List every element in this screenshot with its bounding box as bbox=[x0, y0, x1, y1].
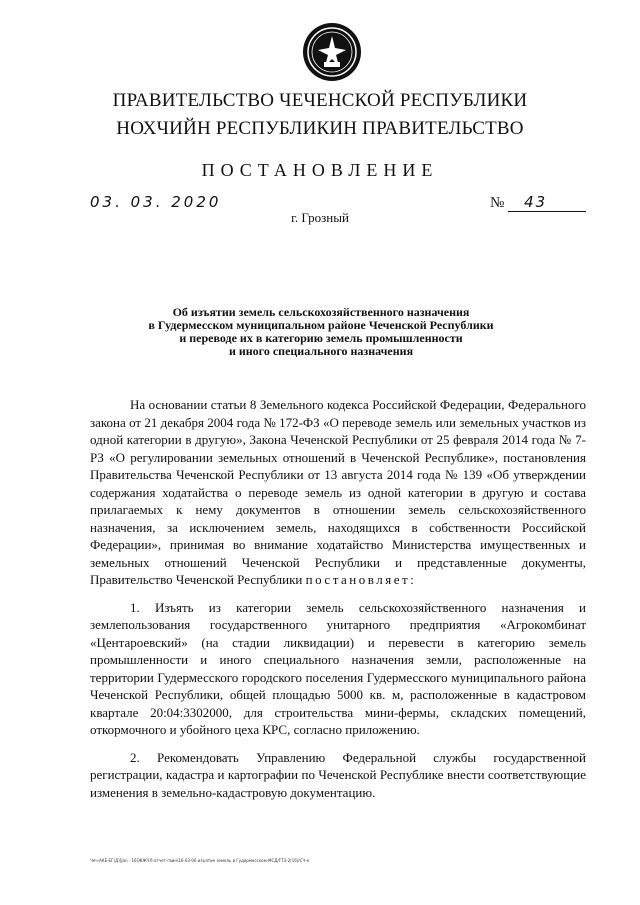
city: г. Грозный bbox=[291, 210, 349, 225]
decree-keyword: постановляет: bbox=[305, 572, 417, 587]
title-line: в Гудермесском муниципальном районе Чеченской Республики bbox=[148, 318, 494, 332]
decree-date: 03. 03. 2020 bbox=[90, 193, 222, 211]
decree-number: 43 bbox=[508, 193, 586, 212]
preamble-text: На основании статьи 8 Земельного кодекса Российской Федерации, Федерального закона от 21 декабря 2004 года № 172-ФЗ «О переводе земель или земельных участков из одной категории в другую», Закона Чеченской Республики от 25 февраля 2014 года № 7-РЗ «О регулировании земельных отношений в Чеченской Республике», постановления Правительства Чеченской Республики от 13 августа 2014 года № 139 «Об утверждении содержания ходатайства о переводе земель из одной категории в другую и состава прилагаемых к нему документов в отношении земель сельскохозяйственного назначения, за исключением земель, находящихся в собственности Российской Федерации», принимая во внимание ходатайство Министерства имущественных и земельных отношений Чеченской Республики и представленные документы, Правительство Чеченской Республики bbox=[90, 397, 586, 587]
file-path-footer: Чеч-АКЕ-ЕГ(Д)[Jan - 16]ЖЖЧЛ-отчет-гвин\16-03-06 изъятие земель в Гудермесском-МСД/ГТ3-2(16)/СЧ-к bbox=[90, 858, 310, 863]
title-line: Об изъятии земель сельскохозяйственного назначения bbox=[172, 305, 470, 319]
title-line: и иного специального назначения bbox=[228, 344, 414, 358]
decree-title bbox=[90, 306, 552, 358]
document-type: ПОСТАНОВЛЕНИЕ bbox=[201, 160, 439, 180]
clause-1: 1. Изъять из категории земель сельскохозяйственного назначения и землепользования государственного унитарного предприятия «Агрокомбинат «Центароевский» (на стадии ликвидации) и перевести в категорию земель промышленности и иного специального назначения земли, расположенные на территории Гудермесского городского поселения Гудермесского муниципального района Чеченской Республики, общей площадью 5000 кв. м, расположенные в кадастровом квартале 20:04:3302000, для строительства мини-фермы, складских помещений, откормочного и убойного цеха КРС, согласно приложению. bbox=[90, 599, 586, 737]
title-line: и переводе их в категорию земель промышленности bbox=[179, 331, 463, 345]
government-name-ce: НОХЧИЙН РЕСПУБЛИКИН ПРАВИТЕЛЬСТВО bbox=[116, 118, 524, 139]
number-sign: № bbox=[490, 195, 505, 211]
preamble-paragraph bbox=[90, 396, 586, 589]
government-name-ru: ПРАВИТЕЛЬСТВО ЧЕЧЕНСКОЙ РЕСПУБЛИКИ bbox=[112, 90, 528, 111]
decree-body bbox=[90, 396, 586, 811]
emblem-icon bbox=[302, 22, 362, 82]
clause-2: 2. Рекомендовать Управлению Федеральной службы государственной регистрации, кадастра и картографии по Чеченской Республике внести соответствующие изменения в земельно-кадастровую документацию. bbox=[90, 749, 586, 800]
